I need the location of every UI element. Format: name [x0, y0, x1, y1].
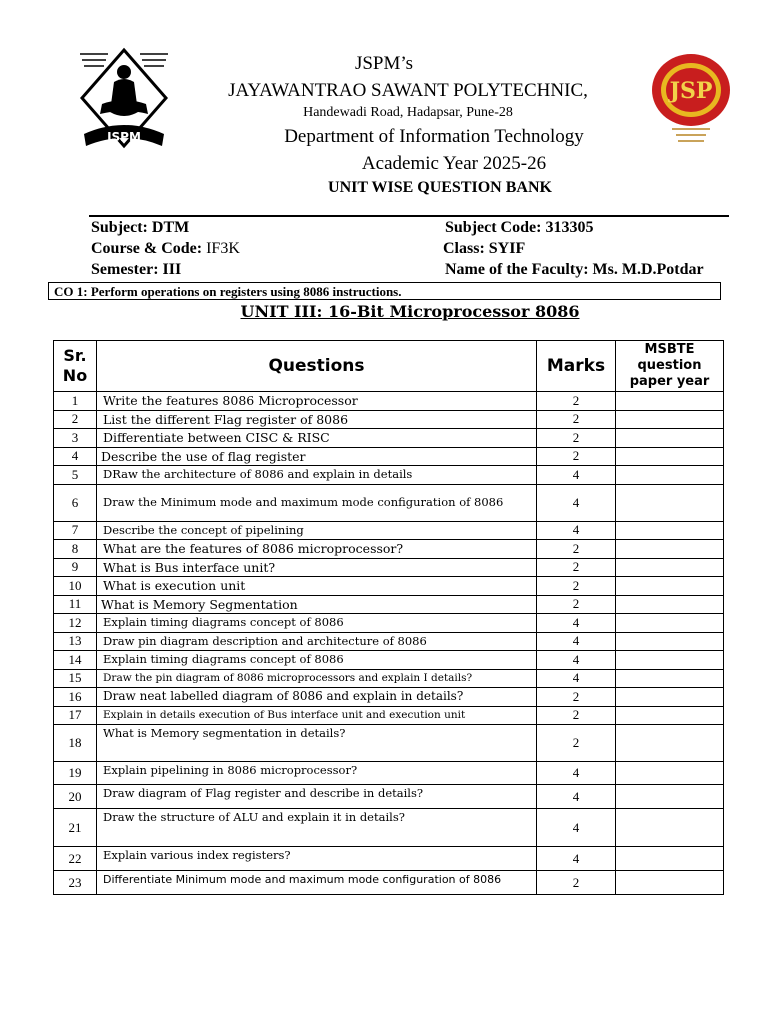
table-header-row [54, 341, 724, 392]
header-divider [89, 215, 729, 217]
year-cell [616, 484, 724, 521]
year-cell [616, 669, 724, 688]
row-number: 18 [54, 725, 97, 762]
marks-value: 2 [537, 540, 616, 559]
institute-logo-right [648, 52, 734, 150]
marks-value: 2 [537, 725, 616, 762]
question-text: Differentiate between CISC & RISC [97, 429, 537, 448]
subject-code-line [445, 219, 593, 237]
row-number: 14 [54, 651, 97, 670]
marks-value: 2 [537, 558, 616, 577]
semester-label: Semester: [91, 261, 159, 278]
faculty-label: Name of the Faculty: [445, 261, 589, 278]
year-cell [616, 871, 724, 895]
marks-value: 4 [537, 632, 616, 651]
row-number: 19 [54, 762, 97, 785]
year-cell [616, 521, 724, 540]
table-row [54, 595, 724, 614]
question-table [53, 340, 724, 895]
table-row [54, 558, 724, 577]
year-cell [616, 577, 724, 596]
question-text: What is execution unit [97, 577, 537, 596]
semester-value: III [162, 261, 182, 278]
table-row [54, 688, 724, 707]
year-cell [616, 688, 724, 707]
table-row [54, 847, 724, 871]
question-text: Differentiate Minimum mode and maximum mode configuration of 8086 [97, 871, 537, 895]
year-cell [616, 558, 724, 577]
org-short-name: JSPM’s [354, 53, 414, 74]
table-row [54, 521, 724, 540]
year-cell [616, 725, 724, 762]
question-text: Explain in details execution of Bus interface unit and execution unit [97, 706, 537, 725]
question-text: Draw the structure of ALU and explain it in details? [97, 809, 537, 847]
table-row [54, 410, 724, 429]
subject-value: DTM [151, 219, 190, 236]
marks-value: 2 [537, 577, 616, 596]
table-row [54, 429, 724, 448]
marks-value: 2 [537, 688, 616, 707]
year-cell [616, 762, 724, 785]
row-number: 21 [54, 809, 97, 847]
table-row [54, 484, 724, 521]
row-number: 20 [54, 785, 97, 809]
question-text: Draw the Minimum mode and maximum mode configuration of 8086 [97, 484, 537, 521]
row-number: 23 [54, 871, 97, 895]
table-row [54, 785, 724, 809]
row-number: 1 [54, 392, 97, 411]
marks-value: 4 [537, 669, 616, 688]
subject-code-value: 313305 [545, 219, 594, 236]
subject-line [91, 219, 189, 237]
course-value: IF3K [206, 240, 240, 257]
row-number: 5 [54, 466, 97, 485]
year-cell [616, 540, 724, 559]
row-number: 17 [54, 706, 97, 725]
question-text: Draw neat labelled diagram of 8086 and explain in details? [97, 688, 537, 707]
table-row [54, 762, 724, 785]
question-text: DRaw the architecture of 8086 and explain in details [97, 466, 537, 485]
faculty-line [445, 261, 704, 279]
year-cell [616, 595, 724, 614]
question-text: List the different Flag register of 8086 [97, 410, 537, 429]
question-text: Explain pipelining in 8086 microprocessor? [97, 762, 537, 785]
row-number: 10 [54, 577, 97, 596]
institute-address: Handewadi Road, Hadapsar, Pune-28 [303, 105, 513, 120]
questions-header: Questions [97, 341, 537, 392]
marks-value: 4 [537, 847, 616, 871]
year-cell [616, 785, 724, 809]
table-row [54, 614, 724, 633]
marks-value: 4 [537, 809, 616, 847]
semester-line [91, 261, 181, 279]
marks-value: 4 [537, 762, 616, 785]
question-text: What is Memory segmentation in details? [97, 725, 537, 762]
marks-value: 4 [537, 466, 616, 485]
faculty-value: Ms. M.D.Potdar [592, 261, 704, 278]
course-line [91, 240, 240, 258]
row-number: 6 [54, 484, 97, 521]
course-label: Course & Code: [91, 240, 203, 257]
row-number: 3 [54, 429, 97, 448]
marks-value: 2 [537, 595, 616, 614]
row-number: 11 [54, 595, 97, 614]
svg-text:JSPM: JSPM [107, 130, 141, 144]
row-number: 15 [54, 669, 97, 688]
marks-value: 2 [537, 410, 616, 429]
row-number: 2 [54, 410, 97, 429]
document-title: UNIT WISE QUESTION BANK [328, 179, 552, 196]
row-number: 12 [54, 614, 97, 633]
msbte-year-header: MSBTE question paper year [616, 341, 724, 392]
question-text: Explain timing diagrams concept of 8086 [97, 614, 537, 633]
question-text: Draw pin diagram description and architecture of 8086 [97, 632, 537, 651]
year-cell [616, 614, 724, 633]
row-number: 22 [54, 847, 97, 871]
course-outcome: CO 1: Perform operations on registers using 8086 instructions. [48, 282, 721, 300]
question-text: Describe the use of flag register [97, 447, 537, 466]
class-line [443, 240, 525, 258]
marks-value: 4 [537, 521, 616, 540]
year-cell [616, 429, 724, 448]
year-cell [616, 447, 724, 466]
row-number: 8 [54, 540, 97, 559]
table-row [54, 466, 724, 485]
row-number: 16 [54, 688, 97, 707]
marks-value: 2 [537, 392, 616, 411]
subject-label: Subject: [91, 219, 148, 236]
table-row [54, 577, 724, 596]
year-cell [616, 632, 724, 651]
marks-value: 4 [537, 651, 616, 670]
institute-name: JAYAWANTRAO SAWANT POLYTECHNIC, [228, 80, 588, 101]
sr-no-header: Sr. No [54, 341, 97, 392]
question-text: Draw diagram of Flag register and describe in details? [97, 785, 537, 809]
marks-value: 4 [537, 785, 616, 809]
question-text: Write the features 8086 Microprocessor [97, 392, 537, 411]
year-cell [616, 651, 724, 670]
marks-value: 2 [537, 447, 616, 466]
class-value: SYIF [488, 240, 526, 257]
marks-value: 4 [537, 614, 616, 633]
question-text: What is Memory Segmentation [97, 595, 537, 614]
year-cell [616, 706, 724, 725]
table-row [54, 725, 724, 762]
row-number: 13 [54, 632, 97, 651]
year-cell [616, 809, 724, 847]
table-row [54, 447, 724, 466]
marks-value: 4 [537, 484, 616, 521]
table-row [54, 871, 724, 895]
marks-value: 2 [537, 706, 616, 725]
question-text: Draw the pin diagram of 8086 microprocessors and explain I details? [97, 669, 537, 688]
table-row [54, 540, 724, 559]
row-number: 9 [54, 558, 97, 577]
table-row [54, 392, 724, 411]
table-row [54, 669, 724, 688]
year-cell [616, 847, 724, 871]
academic-year: Academic Year 2025-26 [361, 153, 547, 174]
question-text: Explain timing diagrams concept of 8086 [97, 651, 537, 670]
table-row [54, 632, 724, 651]
unit-title: UNIT III: 16-Bit Microprocessor 8086 [240, 302, 580, 321]
year-cell [616, 410, 724, 429]
row-number: 4 [54, 447, 97, 466]
question-text: What is Bus interface unit? [97, 558, 537, 577]
question-text: What are the features of 8086 microprocessor? [97, 540, 537, 559]
question-text: Explain various index registers? [97, 847, 537, 871]
class-label: Class: [443, 240, 485, 257]
year-cell [616, 392, 724, 411]
table-row [54, 651, 724, 670]
department-name: Department of Information Technology [284, 126, 584, 147]
marks-value: 2 [537, 871, 616, 895]
question-text: Describe the concept of pipelining [97, 521, 537, 540]
subject-code-label: Subject Code: [445, 219, 542, 236]
row-number: 7 [54, 521, 97, 540]
svg-text:JSP: JSP [669, 78, 713, 104]
marks-header: Marks [537, 341, 616, 392]
table-row [54, 706, 724, 725]
year-cell [616, 466, 724, 485]
table-row [54, 809, 724, 847]
marks-value: 2 [537, 429, 616, 448]
